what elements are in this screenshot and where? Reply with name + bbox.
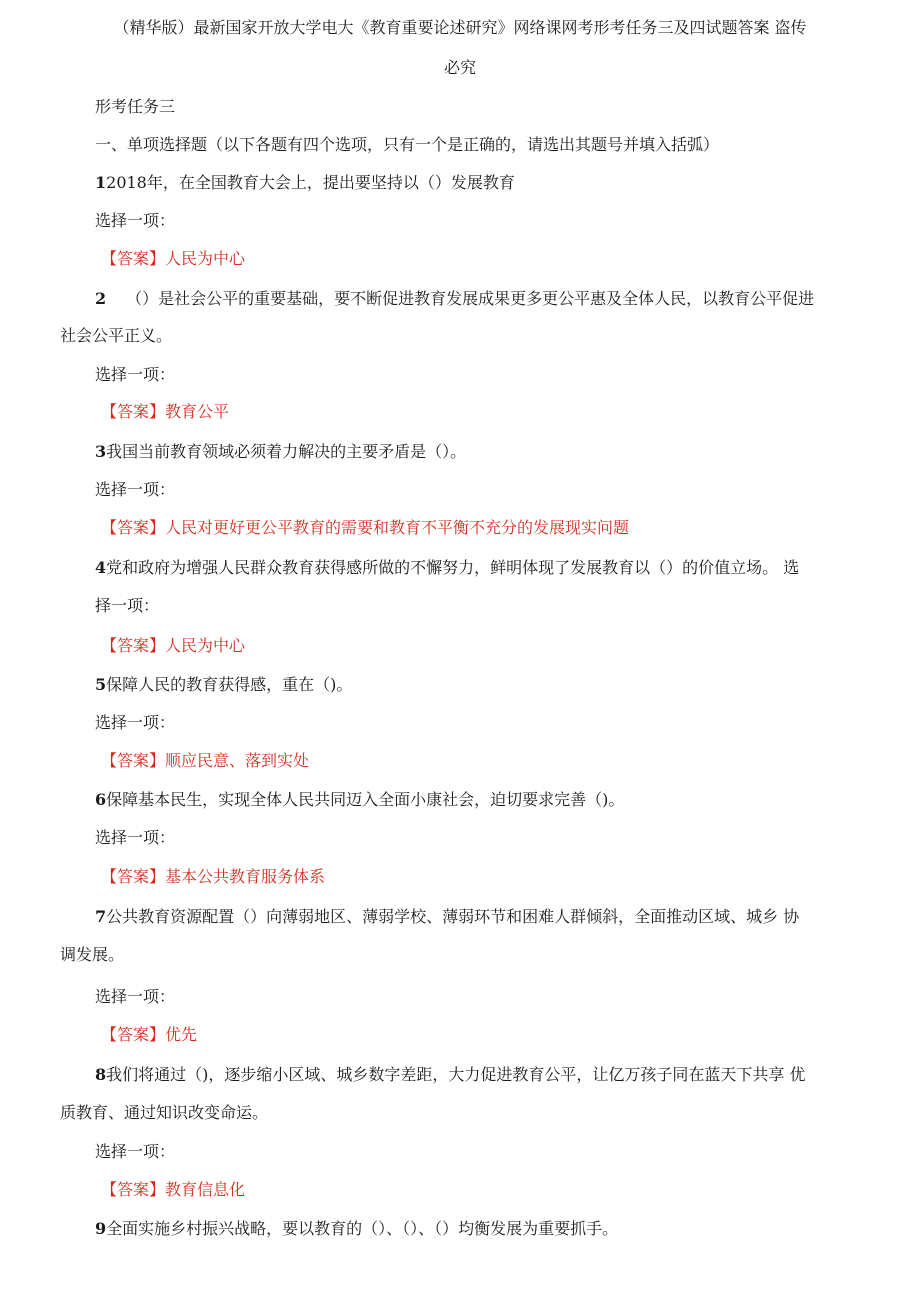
answer-3 [101, 518, 629, 538]
question-number: 5 [95, 675, 107, 694]
answer-1 [101, 249, 245, 269]
answer-text: 人民为中心 [165, 249, 246, 268]
question-text: 2018年，在全国教育大会上，提出要坚持以（）发展教育 [106, 173, 515, 192]
question-9 [95, 1219, 618, 1239]
choose-label: 选择一项： [95, 365, 176, 384]
question-3 [95, 442, 466, 462]
question-text: 我国当前教育领域必须着力解决的主要矛盾是（）。 [106, 442, 467, 461]
answer-5 [101, 751, 309, 771]
answer-tag: 【答案】 [101, 751, 166, 770]
part-heading: 一、单项选择题（以下各题有四个选项，只有一个是正确的，请选出其题号并填入括弧） [95, 135, 720, 154]
question-7-cont: 调发展。 [60, 945, 125, 964]
answer-7 [101, 1025, 197, 1045]
question-2 [95, 289, 814, 309]
choose-label: 选择一项： [95, 713, 176, 732]
choose-label: 选择一项： [95, 1142, 176, 1161]
answer-tag: 【答案】 [101, 518, 166, 537]
answer-tag: 【答案】 [101, 249, 166, 268]
answer-text: 人民对更好更公平教育的需要和教育不平衡不充分的发展现实问题 [165, 518, 630, 537]
question-7 [95, 907, 799, 927]
question-text: 保障人民的教育获得感，重在（)。 [106, 675, 353, 694]
answer-4 [101, 636, 245, 656]
question-1 [95, 173, 515, 193]
answer-text: 顺应民意、落到实处 [165, 751, 310, 770]
question-number: 3 [95, 442, 107, 461]
question-text: （）是社会公平的重要基础，要不断促进教育发展成果更多更公平惠及全体人民，以教育公平促进 [126, 289, 815, 308]
question-text: 党和政府为增强人民群众教育获得感所做的不懈努力，鲜明体现了发展教育以（）的价值立场。 选 [106, 558, 800, 577]
question-number: 8 [95, 1065, 107, 1084]
doc-title-line1: （精华版）最新国家开放大学电大《教育重要论述研究》网络课网考形考任务三及四试题答案 盗传 [113, 18, 807, 37]
answer-8 [101, 1180, 245, 1200]
answer-tag: 【答案】 [101, 867, 166, 886]
question-number: 4 [95, 558, 107, 577]
question-number: 9 [95, 1219, 107, 1238]
answer-text: 优先 [165, 1025, 198, 1044]
answer-2 [101, 402, 229, 422]
answer-tag: 【答案】 [101, 1025, 166, 1044]
question-text: 保障基本民生，实现全体人民共同迈入全面小康社会，迫切要求完善（)。 [106, 790, 625, 809]
answer-text: 教育公平 [165, 402, 230, 421]
question-8-cont: 质教育、通过知识改变命运。 [60, 1103, 269, 1122]
question-4-cont: 择一项： [95, 596, 160, 615]
question-8 [95, 1065, 805, 1085]
question-number: 1 [95, 173, 107, 192]
choose-label: 选择一项： [95, 480, 176, 499]
section-heading: 形考任务三 [95, 97, 176, 116]
answer-text: 人民为中心 [165, 636, 246, 655]
doc-title-line2: 必究 [443, 58, 476, 77]
answer-text: 教育信息化 [165, 1180, 246, 1199]
answer-text: 基本公共教育服务体系 [165, 867, 326, 886]
question-2-cont: 社会公平正义。 [60, 326, 173, 345]
question-number: 6 [95, 790, 107, 809]
choose-label: 选择一项： [95, 987, 176, 1006]
answer-tag: 【答案】 [101, 402, 166, 421]
question-5 [95, 675, 352, 695]
answer-6 [101, 867, 325, 887]
question-number: 2 [95, 289, 107, 308]
question-text: 全面实施乡村振兴战略，要以教育的（）、（）、（）均衡发展为重要抓手。 [106, 1219, 619, 1238]
question-4 [95, 558, 799, 578]
answer-tag: 【答案】 [101, 636, 166, 655]
question-text: 公共教育资源配置（）向薄弱地区、薄弱学校、薄弱环节和困难人群倾斜，全面推动区域、城乡 协 [106, 907, 800, 926]
answer-tag: 【答案】 [101, 1180, 166, 1199]
question-number: 7 [95, 907, 107, 926]
choose-label: 选择一项： [95, 211, 176, 230]
question-text: 我们将通过（)，逐步缩小区域、城乡数字差距，大力促进教育公平，让亿万孩子同在蓝天下共享 优 [106, 1065, 806, 1084]
question-6 [95, 790, 624, 810]
choose-label: 选择一项： [95, 828, 176, 847]
